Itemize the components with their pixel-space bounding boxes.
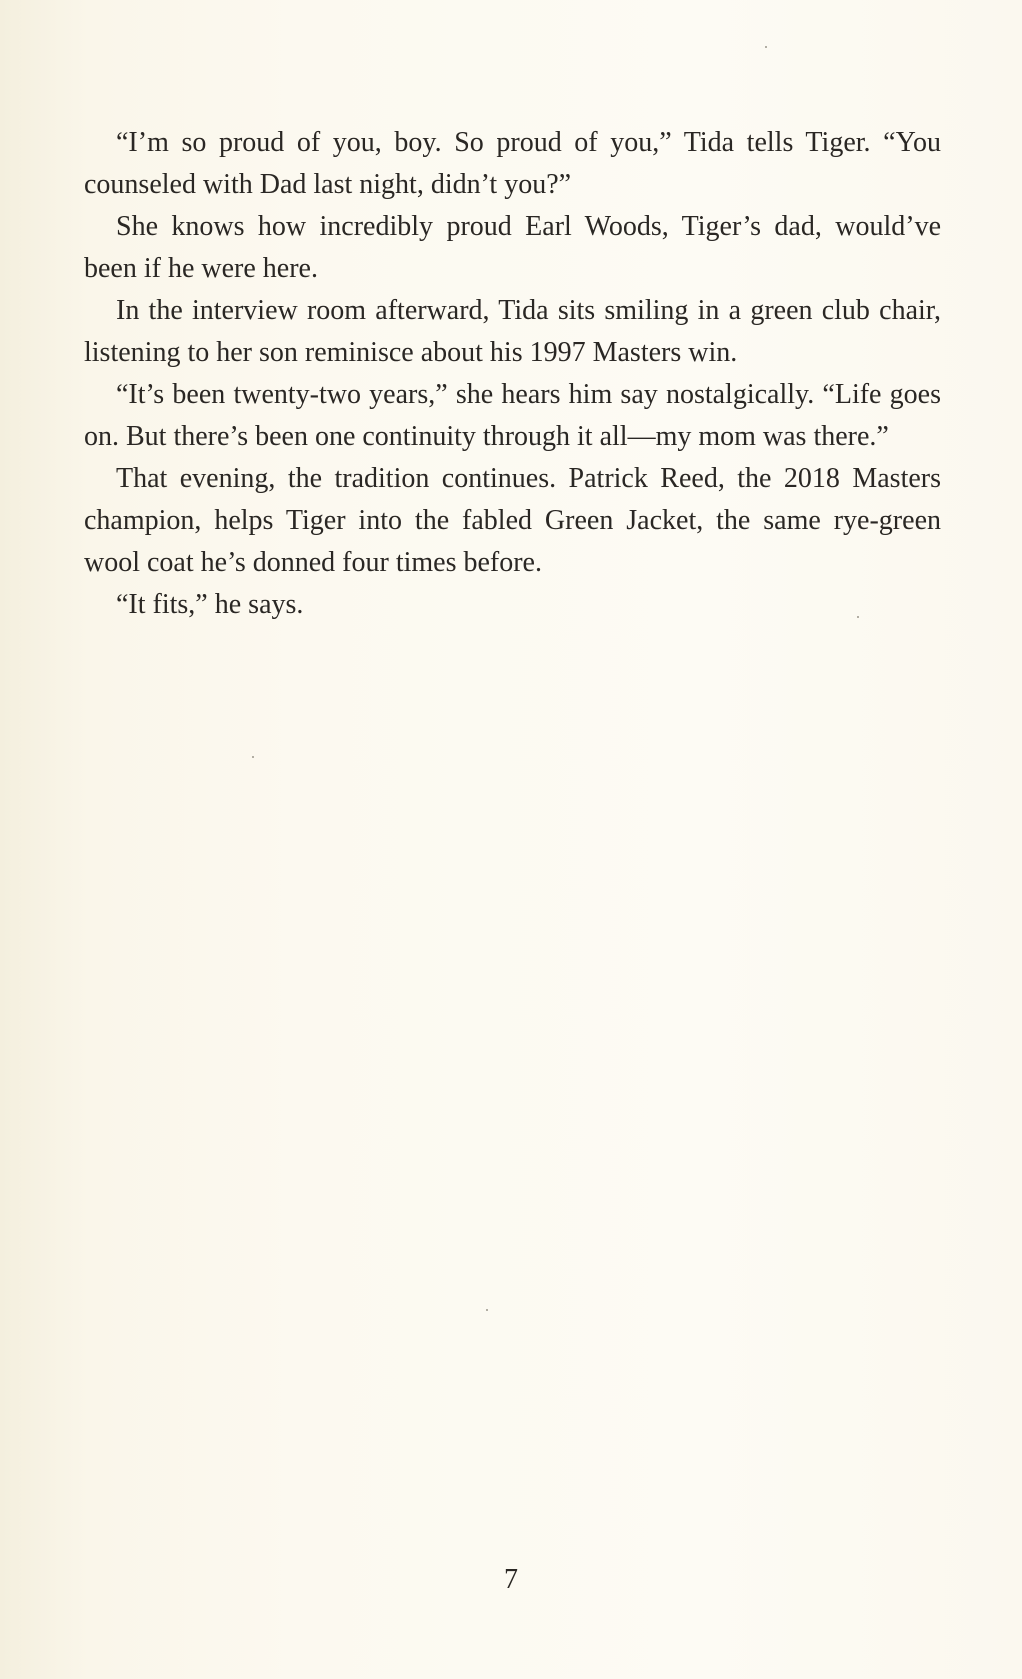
paragraph: “It’s been twenty-two years,” she hears him say nostalgically. “Life goes on. But there’s been one continuity through it all—my mom was there.” <box>84 379 941 452</box>
paragraph: That evening, the tradition continues. Patrick Reed, the 2018 Masters champion, helps Tiger into the fabled Green Jacket, the same rye-green wool coat he’s donned four times before. <box>84 463 941 578</box>
paper-speck <box>765 46 767 48</box>
paragraph: She knows how incredibly proud Earl Woods, Tiger’s dad, would’ve been if he were here. <box>84 211 941 284</box>
body-text <box>84 122 941 626</box>
paper-speck <box>486 1309 488 1311</box>
page-number: 7 <box>504 1564 518 1595</box>
paragraph: “I’m so proud of you, boy. So proud of you,” Tida tells Tiger. “You counseled with Dad last night, didn’t you?” <box>84 127 941 200</box>
paper-speck <box>252 756 254 758</box>
paragraph: “It fits,” he says. <box>116 589 304 620</box>
paragraph: In the interview room afterward, Tida sits smiling in a green club chair, listening to her son reminisce about his 1997 Masters win. <box>84 295 941 368</box>
